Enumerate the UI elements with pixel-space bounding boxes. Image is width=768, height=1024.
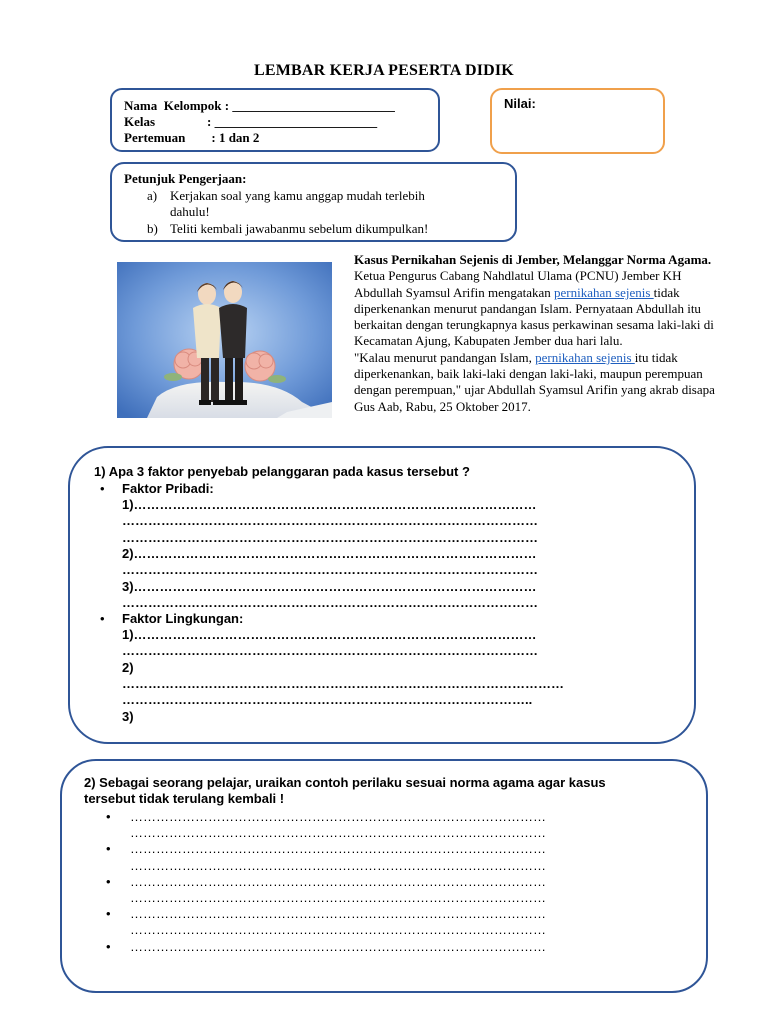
answer-line[interactable]: …………………………………………………………………………………… [122,529,538,545]
answer-line[interactable]: 2) [122,659,134,675]
answer-line[interactable]: …………………………………………………………………………………… [130,922,546,938]
news-article [354,252,730,415]
question-1-text: 1) Apa 3 faktor penyebab pelanggaran pada kasus tersebut ? [94,464,470,479]
identity-box [110,88,440,152]
answer-line[interactable]: …………………………………………………………………………………… [122,594,538,610]
answer-line[interactable]: 1)………………………………………………………………………………… [122,627,537,642]
class-field[interactable]: Kelas : _________________________ [124,114,378,129]
page-title: LEMBAR KERJA PESERTA DIDIK [254,62,514,79]
bullet-icon: • [106,906,111,922]
instruction-text: Kerjakan soal yang kamu anggap mudah terlebih [170,188,425,203]
factor-environment-label: Faktor Lingkungan: [122,611,244,626]
answer-line[interactable]: ………………………………………………………………………………….. [122,692,533,708]
article-text: itu tidak diperkenankan, baik laki-laki dengan laki-laki, maupun perempuan dengan perempuan," ujar Abdullah Syamsul Arifin yang akrab disapa Gus Aab, Rabu, 25 Oktober 2017. [354,349,715,414]
group-name-field[interactable]: Nama Kelompok : _________________________ [124,98,395,113]
article-title: Kasus Pernikahan Sejenis di Jember, Melanggar Norma Agama. [354,252,712,267]
article-text: Ketua Pengurus Cabang Nahdlatul Ulama (PCNU) Jember KH Abdullah Syamsul Arifin mengatakan [354,268,682,300]
article-text: tidak diperkenankan menurut pandangan Islam. Pernyataan Abdullah itu berkaitan dengan terungkapnya kasus perkawinan sesama laki-laki di Kecamatan Ajung, Kabupaten Jember dua hari lalu. [354,284,714,349]
answer-line[interactable]: …………………………………………………………………………………… [130,857,546,873]
answer-line[interactable]: …………………………………………………………………………………… [130,890,546,905]
answer-line[interactable]: 3) [122,708,134,724]
bullet-icon: • [106,873,111,889]
instruction-item-a [147,188,425,220]
factor-personal-label: Faktor Pribadi: [122,481,214,496]
meeting-field: Pertemuan : 1 dan 2 [124,130,260,145]
answer-line[interactable]: …………………………………………………………………………………… [122,562,538,578]
bullet-icon: • [100,481,105,496]
score-label: Nilai: [504,96,536,111]
answer-line[interactable]: …………………………………………………………………………………… [130,873,546,889]
article-paragraph-1 [354,268,730,349]
question-1-box [68,446,696,744]
answer-line[interactable]: 1)………………………………………………………………………………… [122,497,537,512]
article-link[interactable]: pernikahan sejenis [535,349,635,365]
answer-line[interactable]: 3)………………………………………………………………………………… [122,578,537,594]
answer-line[interactable]: …………………………………………………………………………………… [130,906,546,922]
instructions-title: Petunjuk Pengerjaan: [124,171,247,186]
article-paragraph-2 [354,350,730,415]
bullet-icon: • [106,841,111,857]
bullet-icon: • [100,611,105,626]
instruction-item-b [147,221,428,237]
instruction-text-cont: dahulu! [170,204,210,219]
answer-line[interactable]: ………………………………………………………………………………………… [122,675,564,691]
article-link[interactable]: pernikahan sejenis [554,284,654,300]
instruction-marker: a) [147,188,158,203]
article-text: "Kalau menurut pandangan Islam, [354,349,536,365]
score-box[interactable] [490,88,665,154]
question-2-text-cont: tersebut tidak terulang kembali ! [84,791,285,806]
answer-line[interactable]: …………………………………………………………………………………… [130,841,546,857]
bullet-icon: • [106,809,111,824]
instructions-box [110,162,517,242]
answer-line[interactable]: …………………………………………………………………………………… [122,643,538,659]
answer-line[interactable]: …………………………………………………………………………………… [130,938,546,954]
answer-line[interactable]: …………………………………………………………………………………… [130,825,546,841]
instruction-text: Teliti kembali jawabanmu sebelum dikumpulkan! [170,221,429,236]
answer-line[interactable]: …………………………………………………………………………………… [122,513,538,529]
answer-line[interactable]: 2)………………………………………………………………………………… [122,545,537,561]
wedding-cake-topper-photo [117,262,332,418]
question-2-box [60,759,708,993]
instruction-marker: b) [147,221,158,236]
bullet-icon: • [106,938,111,954]
answer-line[interactable]: …………………………………………………………………………………… [130,809,546,824]
question-2-text: 2) Sebagai seorang pelajar, uraikan contoh perilaku sesuai norma agama agar kasus [84,775,606,790]
